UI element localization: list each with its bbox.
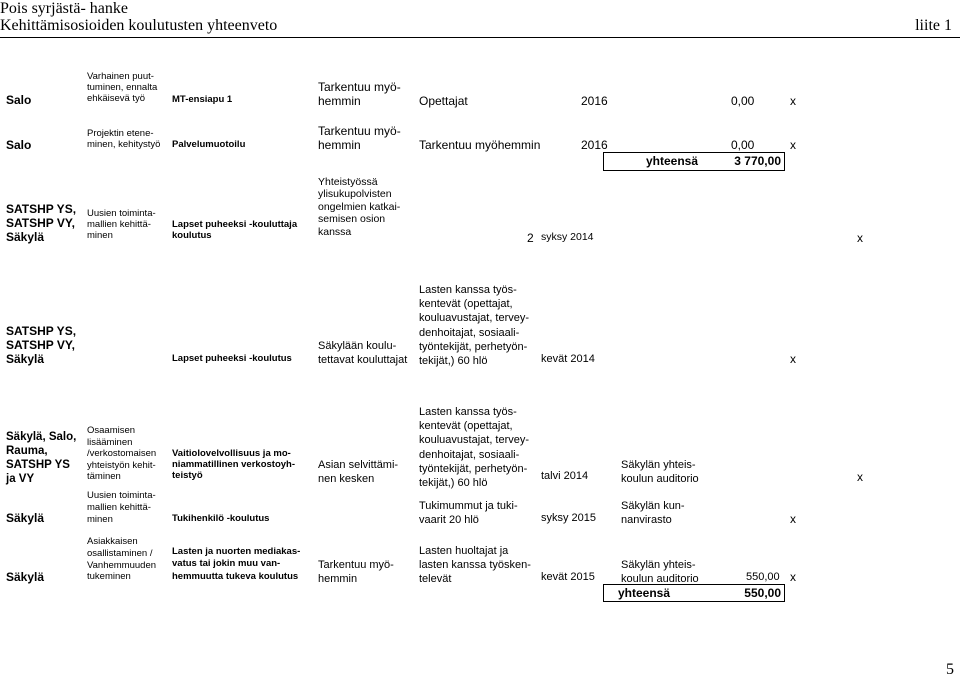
cost-cell: 0,00 — [731, 94, 755, 108]
training-cell: Palvelumuotoilu — [172, 139, 246, 150]
municipality-cell: Salo — [6, 93, 32, 107]
time-cell: syksy 2015 — [541, 512, 597, 524]
participants-cell: Lasten kanssa työs- kentevät (opettajat, kouluavustajat, tervey- denhoitajat, sosiaali- työntekijät, perhetyön- tekijät,) 60 hlö — [419, 406, 530, 490]
participants-cell: Opettajat — [419, 94, 468, 108]
mark-cell: x — [790, 352, 796, 366]
participants-cell: Tukimummut ja tuki- vaarit 20 hlö — [419, 500, 518, 526]
project-cell: Asiakkaisen osallistaminen / Vanhemmuuden tukeminen — [87, 536, 157, 583]
total-box — [603, 152, 785, 171]
total-label: yhteensä — [618, 586, 671, 600]
municipality-cell: SATSHP YS, SATSHP VY, Säkylä — [6, 202, 77, 244]
document-title: Pois syrjästä- hanke — [0, 0, 128, 17]
total-value: 550,00 — [744, 586, 781, 600]
total-box — [603, 584, 785, 602]
trainer-cell: Tarkentuu myö- hemmin — [318, 124, 401, 152]
mark-cell: x — [790, 94, 796, 108]
project-cell: Uusien toiminta- mallien kehittä- minen — [87, 490, 156, 525]
header-divider — [0, 37, 960, 38]
trainer-cell: Tarkentuu myö- hemmin — [318, 559, 394, 585]
project-cell: Uusien toiminta- mallien kehittä- minen — [87, 208, 156, 241]
participants-cell: Tarkentuu myöhemmin — [419, 138, 541, 152]
mark-cell: x — [790, 138, 796, 152]
training-cell: Tukihenkilö -koulutus — [172, 513, 270, 524]
municipality-cell: Säkylä, Salo, Rauma, SATSHP YS ja VY — [6, 431, 77, 485]
training-cell: Lapset puheeksi -koulutus — [172, 353, 292, 364]
project-cell: Varhainen puut- tuminen, ennalta ehkäisevä työ — [87, 71, 158, 104]
training-cell: Lapset puheeksi -kouluttaja koulutus — [172, 219, 298, 241]
participants-cell: Lasten kanssa työs- kentevät (opettajat, kouluavustajat, tervey- denhoitajat, sosiaali- työntekijät, perhetyön- tekijät,) 60 hlö — [419, 284, 530, 368]
time-cell: talvi 2014 — [541, 470, 589, 482]
participants-cell: Lasten huoltajat ja lasten kanssa työsken- televät — [419, 545, 531, 585]
mark-cell: x — [857, 470, 863, 484]
time-cell: syksy 2014 — [541, 231, 594, 243]
venue-cell: Säkylän yhteis- koulun auditorio — [621, 459, 699, 485]
mark-cell: x — [857, 231, 863, 245]
municipality-cell: SATSHP YS, SATSHP VY, Säkylä — [6, 324, 77, 366]
trainer-cell: Asian selvittämi- nen kesken — [318, 459, 399, 485]
trainer-cell: Tarkentuu myö- hemmin — [318, 80, 401, 108]
cost-cell: 550,00 — [746, 571, 780, 583]
document-subtitle: Kehittämisosioiden koulutusten yhteenveto — [0, 17, 278, 34]
training-cell: MT-ensiapu 1 — [172, 94, 233, 105]
mark-cell: x — [790, 512, 796, 526]
trainer-cell: Säkylään koulu- tettavat kouluttajat — [318, 340, 408, 366]
project-cell: Osaamisen lisääminen /verkostomaisen yhteistyön kehit- täminen — [87, 425, 157, 483]
time-cell: 2016 — [581, 94, 608, 108]
municipality-cell: Säkylä — [6, 570, 45, 584]
training-cell: Vaitiolovelvollisuus ja mo- niammatillinen verkostoyh- teistyö — [172, 448, 296, 481]
training-cell: Lasten ja nuorten mediakas- vatus tai jokin muu van- hemmuutta tukeva koulutus — [172, 546, 301, 582]
mark-cell: x — [790, 570, 796, 584]
project-cell: Projektin etene- minen, kehitystyö — [87, 128, 161, 150]
cost-cell: 0,00 — [731, 138, 755, 152]
municipality-cell: Säkylä — [6, 511, 45, 525]
total-value: 3 770,00 — [734, 154, 781, 168]
time-cell: kevät 2015 — [541, 571, 595, 583]
venue-cell: Säkylän kun- nanvirasto — [621, 500, 685, 526]
time-cell: 2016 — [581, 138, 608, 152]
attachment-label: liite 1 — [915, 17, 952, 34]
venue-cell: Säkylän yhteis- koulun auditorio — [621, 559, 699, 585]
count-cell: 2 — [527, 231, 534, 245]
municipality-cell: Salo — [6, 138, 32, 152]
trainer-cell: Yhteistyössä ylisukupolvisten ongelmien katkai- semisen osion kanssa — [318, 176, 401, 238]
total-label: yhteensä — [646, 154, 699, 168]
time-cell: kevät 2014 — [541, 353, 595, 365]
page-number: 5 — [946, 661, 954, 678]
